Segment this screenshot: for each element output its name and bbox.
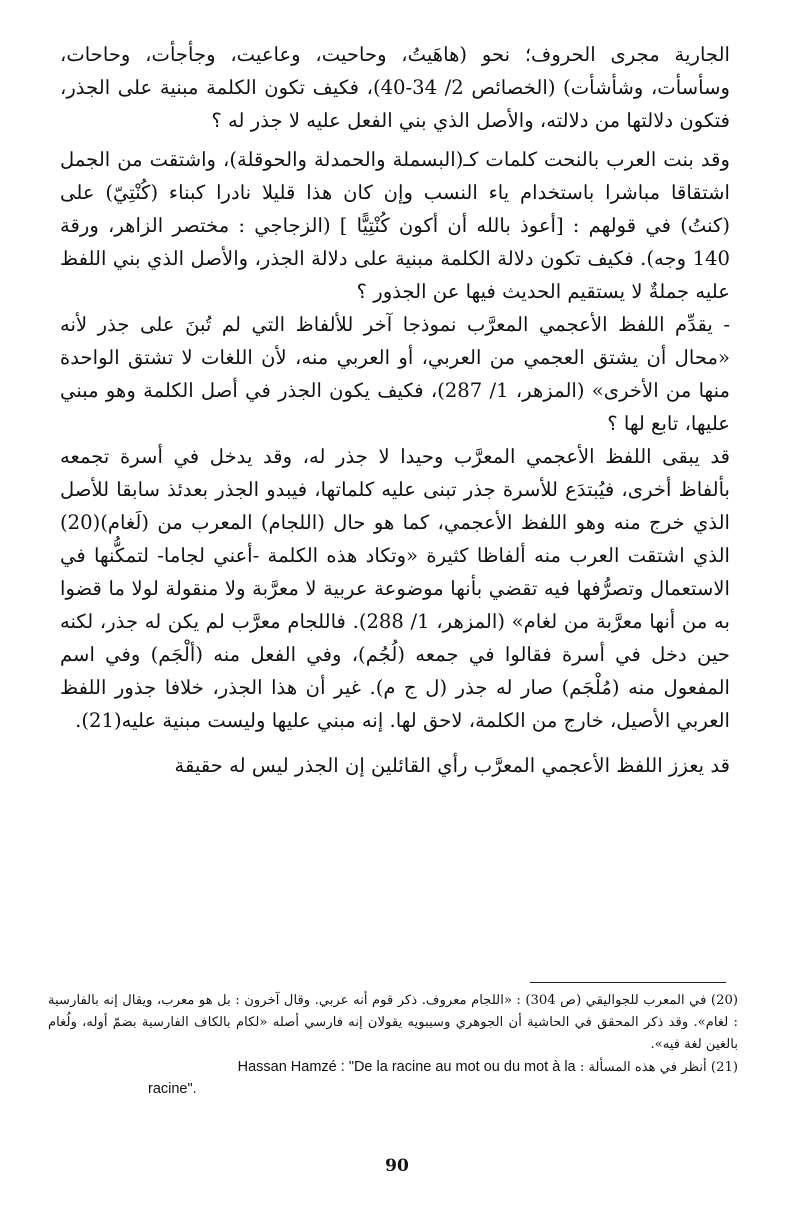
- main-text: [60, 38, 730, 782]
- footnote-21-french-start: Hassan Hamzé : "De la racine au mot ou du mot à la: [237, 1059, 576, 1075]
- page-number: 90: [385, 1156, 409, 1176]
- footnote-21-french-end: racine".: [148, 1081, 197, 1097]
- continuation-line: قد يعزز اللفظ الأعجمي المعرَّب رأي القائلين إن الجذر ليس له حقيقة: [174, 754, 730, 777]
- footnote-20: (20) في المعرب للجواليقي (ص 304) : «اللجام معروف. ذكر قوم أنه عربي. وقال آخرون : بل هو معرب، ويقال إنه بالفارسية : لغام». وقد ذكر المحقق في الحاشية أن الجوهري وسيبويه يقولان إنه فارسي أصله «لكام بالكاف الفارسية بضمّ أوله، ولُغام بالغين لغة فيه».: [48, 993, 738, 1052]
- paragraph-1: الجارية مجرى الحروف؛ نحو (هاهَيتُ، وحاحيت، وعاعيت، وجأجأت، وحاحات، وسأسأت، وشأشأت) (الخصائص 2/ 34-40)، فكيف تكون الكلمة مبنية على الجذر، فتكون دلالتها من دلالته، والأصل الذي بني الفعل عليه لا جذر له ؟: [60, 43, 730, 132]
- paragraph-2: وقد بنت العرب بالنحت كلمات كـ(البسملة والحمدلة والحوقلة)، واشتقت من الجمل اشتقاقا مباشرا باستخدام ياء النسب وإن كان هذا قليلا نادرا كبناء (كُنْتِيّ) على (كنتُ) في قولهم : [أعوذ بالله أن أكون كُنْتِيًّا ] (الزجاجي : مختصر الزاهر، ورقة 140 وجه). فكيف تكون دلالة الكلمة مبنية على دلالة الجذر، والأصل الذي بني اللفظ عليه جملةٌ لا يستقيم الحديث فيها عن الجذور ؟: [60, 148, 730, 303]
- footnote-21: [48, 1056, 738, 1079]
- footnotes: [48, 990, 738, 1099]
- paragraph-4: قد يبقى اللفظ الأعجمي المعرَّب وحيدا لا جذر له، وقد يدخل في أسرة تجمعه بألفاظ أخرى، فيُبتدَع للأسرة جذر تبنى عليه كلماتها، فيبدو الجذر بعدئذ سابقا للأصل الذي خرج منه وهو اللفظ الأعجمي، كما هو حال (اللجام) المعرب من (لَغام)(20) الذي اشتقت العرب منه ألفاظا كثيرة «وتكاد هذه الكلمة -أعني لجاما- لتمكُّنها في الاستعمال وتصرُّفها فيه تقضي بأنها موضوعة عربية لا معرَّبة ولا منقولة لولا ما قضوا به من أنها معرَّبة من لغام» (المزهر، 1/ 288). فاللجام معرَّب لم يكن له جذر، لكنه حين دخل في أسرة فقالوا في جمعه (لُجُم)، وفي الفعل منه (ألْجَم) وفي اسم المفعول منه (مُلْجَم) صار له جذر (ل ج م). غير أن هذا الجذر، خلافا جذور اللفظ العربي الأصيل، خارج من الكلمة، لاحق لها. إنه مبني عليها وليست مبنية عليه(21).: [60, 445, 730, 732]
- footnote-21-prefix: (21) أنظر في هذه المسألة :: [579, 1060, 738, 1075]
- paragraph-3: - يقدِّم اللفظ الأعجمي المعرَّب نموذجا آخر للألفاظ التي لم تُبنَ على جذر لأنه «محال أن يشتق العجمي من العربي، أو العربي منه، لأن اللغات لا تشتق الواحدة منها من الأخرى» (المزهر، 1/ 287)، فكيف يكون الجذر في أصل الكلمة وهو مبني عليها، تابع لها ؟: [60, 313, 730, 435]
- footnote-separator: [530, 982, 726, 983]
